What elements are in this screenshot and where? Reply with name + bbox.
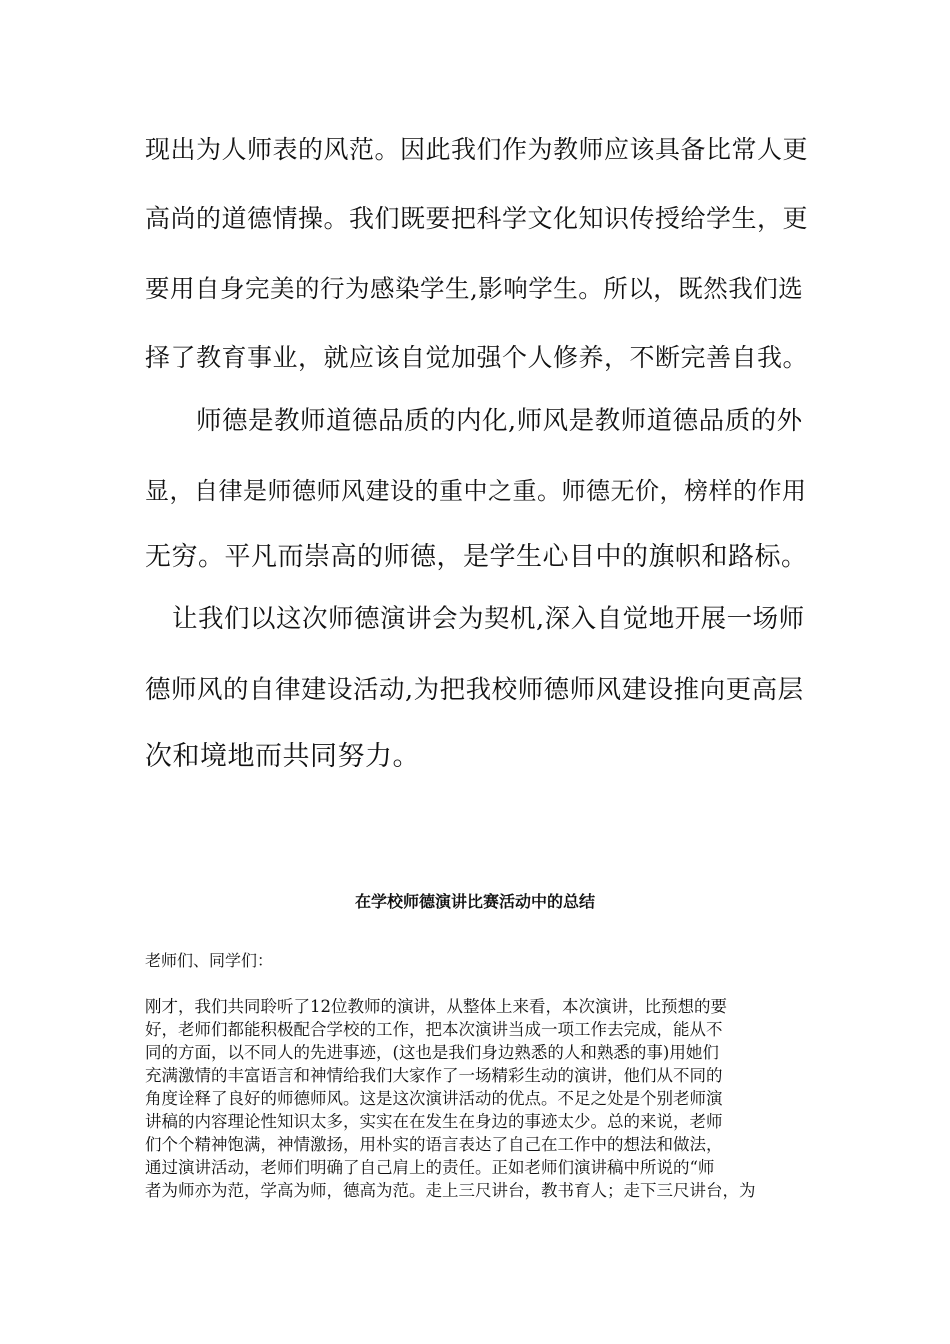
paragraph-line: 无穷。平凡而崇高的师德，是学生心目中的旗帜和路标。 [145, 542, 808, 572]
body-line: 者为师亦为范，学高为师，德高为范。走上三尺讲台，教书育人；走下三尺讲台，为 [145, 1181, 756, 1200]
body-line: 同的方面，以不同人的先进事迹，(这也是我们身边熟悉的人和熟悉的事)用她们 [145, 1043, 719, 1062]
paragraph-line: 德师风的自律建设活动,为把我校师德师风建设推向更高层 [145, 675, 804, 705]
paragraph-line: 现出为人师表的风范。因此我们作为教师应该具备比常人更 [145, 135, 809, 164]
paragraph-line: 显，自律是师德师风建设的重中之重。师德无价，榜样的作用 [145, 477, 807, 505]
paragraph-line: 师德是教师道德品质的内化,师风是教师道德品质的外 [196, 406, 803, 436]
body-line: 好，老师们都能积极配合学校的工作，把本次演讲当成一项工作去完成，能从不 [145, 1020, 723, 1039]
paragraph-line: 次和境地而共同努力。 [145, 741, 420, 772]
body-line: 通过演讲活动，老师们明确了自己肩上的责任。正如老师们演讲稿中所说的“师 [145, 1158, 715, 1177]
greeting: 老师们、同学们： [145, 951, 274, 970]
section-title: 在学校师德演讲比赛活动中的总结 [354, 892, 595, 911]
body-line: 讲稿的内容理论性知识太多，实实在在发生在身边的事迹太少。总的来说，老师 [145, 1112, 723, 1131]
paragraph-line: 要用自身完美的行为感染学生,影响学生。所以，既然我们选 [145, 274, 804, 303]
paragraph-line: 择了教育事业，就应该自觉加强个人修养，不断完善自我。 [145, 343, 809, 372]
body-line: 刚才，我们共同聆听了12位教师的演讲，从整体上来看，本次演讲，比预想的要 [145, 997, 727, 1016]
paragraph-line: 高尚的道德情操。我们既要把科学文化知识传授给学生，更 [145, 204, 809, 233]
body-line: 们个个精神饱满，神情激扬，用朴实的语言表达了自己在工作中的想法和做法， [145, 1135, 723, 1154]
body-line: 角度诠释了良好的师德师风。这是这次演讲活动的优点。不足之处是个别老师演 [145, 1089, 723, 1108]
body-line: 充满激情的丰富语言和神情给我们大家作了一场精彩生动的演讲，他们从不同的 [145, 1066, 723, 1085]
paragraph-line: 让我们以这次师德演讲会为契机,深入自觉地开展一场师 [172, 604, 805, 634]
